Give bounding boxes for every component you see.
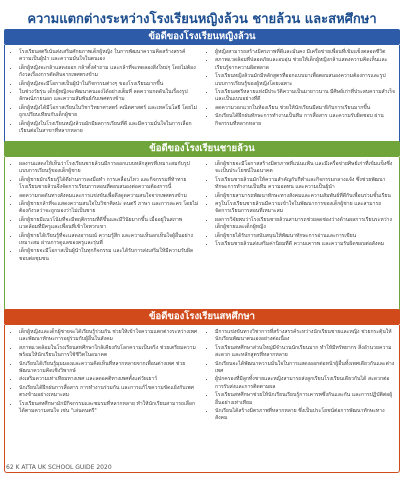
left-column	[9, 161, 199, 310]
list-item: • นักเรียนได้ฝึกฝนการสื่อสาร การทำงานร่วมกัน และการแก้ไขความขัดแย้งกับเพศตรงข้ามอย่างเหมาะสม	[19, 385, 199, 400]
list-item: • นักเรียนได้สร้างมิตรภาพที่หลากหลาย ซึ่งเป็นประโยชน์ต่อการพัฒนาทักษะทางสังคม	[215, 408, 395, 423]
left-column	[9, 329, 199, 468]
section-header: ข้อดีของโรงเรียนสหศึกษา	[4, 309, 400, 325]
list-item: • เด็กผู้หญิงจะมีโอกาสเป็นผู้นำในกิจกรรมต่างๆ ของโรงเรียนมากขึ้น	[19, 81, 199, 88]
section-body	[4, 45, 400, 153]
list-item: • นักเรียนได้เรียนรู้มุมมองและความคิดเห็นที่หลากหลายจากเพื่อนต่างเพศ ช่วยพัฒนาความคิดเชิงวิพากษ์	[19, 361, 199, 376]
list-item: • เด็กผู้หญิงและเด็กผู้ชายจะได้เรียนรู้ร่วมกัน ช่วยให้เข้าใจความแตกต่างระหว่างเพศ และพัฒนาทักษะการอยู่ร่วมกับผู้อื่นในสังคม	[19, 329, 199, 344]
list-item: • ครูในโรงเรียนชายล้วนมีความเข้าใจในพัฒนาการของเด็กผู้ชาย และสามารถจัดการเรียนการสอนที่เหมาะสม	[215, 201, 395, 216]
right-column	[205, 161, 395, 310]
list-item: • สภาพแวดล้อมที่ปลอดภัยและอบอุ่น ช่วยให้เด็กผู้หญิงกล้าแสดงความคิดเห็นและเรียนรู้จากความผิดพลาด	[215, 57, 395, 72]
list-item: • ผู้หญิงสามารถสร้างมิตรภาพที่ดีและมั่นคง มีเครือข่ายเพื่อนที่เข้มแข็งตลอดชีวิต	[215, 49, 395, 56]
section-header: ข้อดีของโรงเรียนหญิงล้วน	[4, 29, 400, 45]
section-coed-school	[4, 309, 400, 473]
list-item: • นักเรียนได้ฝึกฝนทักษะการทำงานเป็นทีม การสื่อสาร และความรับผิดชอบ ผ่านกิจกรรมที่หลากหลาย	[215, 113, 395, 128]
list-item: • เด็กผู้หญิงในโรงเรียนหญิงล้วนมักมีผลการเรียนที่ดี และมีความมั่นใจในการเลือกเรียนต่อในสาขาที่หลากหลาย	[19, 121, 199, 136]
list-item: • เด็กผู้ชายมักเรียนรู้ได้ดีผ่านการลงมือทำ การเคลื่อนไหว และกิจกรรมที่ท้าทาย โรงเรียนชายล้วนจึงจัดการเรียนการสอนที่ตอบสนองต่อความต้องการนี้	[19, 177, 199, 192]
list-item: • ลดความกดดันทางสังคมและการแข่งขันเพื่อดึงดูดความสนใจจากเพศตรงข้าม	[19, 193, 199, 200]
list-item: • นักเรียนจะได้พัฒนาความมั่นใจในการแสดงออกต่อหน้าผู้อื่นทั้งเพศเดียวกันและต่างเพศ	[215, 361, 395, 376]
list-item: • เด็กผู้ชายกล้าที่จะแสดงความสนใจในวิชาศิลปะ ดนตรี ภาษา และการละคร โดยไม่ต้องกังวลว่าจะถูกมองว่าไม่เป็นชาย	[19, 201, 199, 216]
section-body	[4, 325, 400, 473]
list-item: • เด็กผู้ชายมีแนวโน้มที่จะมีพฤติกรรมที่ดีขึ้นและมีวินัยมากขึ้น เมื่ออยู่ในสภาพแวดล้อมที่มีครูและเพื่อนที่เข้าใจพวกเขา	[19, 217, 199, 232]
list-item: • เด็กผู้ชายได้เรียนรู้ที่จะแสดงอารมณ์ ความรู้สึก และความเห็นอกเห็นใจผู้อื่นอย่างเหมาะสม ผ่านการดูแลของครูและรุ่นพี่	[19, 233, 199, 248]
list-item: • เด็กผู้ชายจะมีโอกาสสร้างมิตรภาพที่แน่นแฟ้น และมีเครือข่ายศิษย์เก่าที่เข้มแข็งซึ่งจะเป็นประโยชน์ในอนาคต	[215, 161, 395, 176]
list-item: • โรงเรียนสตรีเน้นส่งเสริมศักยภาพเด็กผู้หญิง ในการพัฒนาความคิดสร้างสรรค์ ความเป็นผู้นำ และความมั่นใจในตนเอง	[19, 49, 199, 64]
page-footer: 62 K ATTA UK SCHOOL GUIDE 2020	[6, 464, 112, 471]
list-item: • โรงเรียนสตรีหลายแห่งมีประวัติความเป็นมายาวนาน มีศิษย์เก่าที่ประสบความสำเร็จ และเป็นแบบอย่างที่ดี	[215, 89, 395, 104]
page-title: ความแตกต่างระหว่างโรงเรียนหญิงล้วน ชายล้วน และสหศึกษา	[27, 12, 377, 27]
list-item: • โรงเรียนหญิงล้วนมักมีหลักสูตรที่ออกแบบมาเพื่อตอบสนองความต้องการและรูปแบบการเรียนรู้ของผู้หญิงโดยเฉพาะ	[215, 73, 395, 88]
section-boys-school	[4, 141, 400, 315]
list-item: • เด็กผู้หญิงได้มีโอกาสเรียนในวิชาวิทยาศาสตร์ คณิตศาสตร์ และเทคโนโลยี โดยไม่ถูกเปรียบเทียบกับเด็กผู้ชาย	[19, 105, 199, 120]
left-column	[9, 49, 199, 148]
list-item: • สภาพแวดล้อมในโรงเรียนสหศึกษาใกล้เคียงกับโลกความเป็นจริง ช่วยเตรียมความพร้อมให้นักเรียนในการใช้ชีวิตในอนาคต	[19, 345, 199, 360]
list-item: • ผู้ปกครองที่มีลูกทั้งชายและหญิงสามารถส่งลูกเรียนโรงเรียนเดียวกันได้ สะดวกต่อการรับส่งและการติดตามผล	[215, 376, 395, 391]
section-header: ข้อดีของโรงเรียนชายล้วน	[4, 141, 400, 157]
list-item: • เด็กผู้ชายจะมีโอกาสเป็นผู้นำในทุกกิจกรรม และได้รับการส่งเสริมให้มีความรับผิดชอบต่อชุมชน	[19, 248, 199, 263]
list-item: • โรงเรียนสหศึกษาส่วนใหญ่มีจำนวนนักเรียนมาก ทำให้มีทรัพยากร สิ่งอำนวยความสะดวก และหลักสูตรที่หลากหลาย	[215, 345, 395, 360]
list-item: • มีการแข่งขันทางวิชาการที่สร้างสรรค์ระหว่างนักเรียนชายและหญิง ช่วยกระตุ้นให้นักเรียนพัฒนาตนเองอย่างต่อเนื่อง	[215, 329, 395, 344]
list-item: • โรงเรียนสหศึกษาช่วยให้นักเรียนเรียนรู้การเคารพซึ่งกันและกัน และการปฏิบัติต่อผู้อื่นอย่างเท่าเทียม	[215, 392, 395, 407]
section-body	[4, 157, 400, 315]
list-item: • โรงเรียนสหศึกษามักมีกิจกรรมและชมรมที่หลากหลาย ทำให้นักเรียนสามารถเลือกได้ตามความสนใจ เช่น "เล่นดนตรี"	[19, 401, 199, 416]
list-item: • ผลการวิจัยพบว่าโรงเรียนชายล้วนสามารถช่วยลดช่องว่างด้านผลการเรียนระหว่างเด็กผู้ชายและเด็กผู้หญิง	[215, 217, 395, 232]
list-item: • ในช่วงวัยรุ่น เด็กผู้หญิงจะพัฒนาตนเองได้อย่างเต็มที่ ลดความกดดันในเรื่องรูปลักษณ์ภายนอก และความสัมพันธ์กับเพศตรงข้าม	[19, 89, 199, 104]
section-girls-school	[4, 29, 400, 153]
list-item: • โรงเรียนชายล้วนส่งเสริมค่านิยมที่ดี ความเคารพ และความรับผิดชอบต่อสังคม	[215, 241, 395, 248]
list-item: • ส่งเสริมความเท่าเทียมทางเพศ และลดอคติทางเพศตั้งแต่วัยเยาว์	[19, 376, 199, 383]
list-item: • เด็กผู้ชายได้รับการสนับสนุนให้พัฒนาทักษะการอ่านและการเขียน	[215, 233, 395, 240]
list-item: • เด็กผู้ชายสามารถพัฒนาทักษะทางสังคมและความสัมพันธ์ที่ดีกับเพื่อนร่วมชั้นเรียน	[215, 193, 395, 200]
list-item: • เด็กผู้หญิงจะกล้าแสดงออก กล้าตั้งคำถาม และกล้าที่จะทดลองสิ่งใหม่ๆ โดยไม่ต้องกังวลเรื่องการตัดสินจากเพศตรงข้าม	[19, 65, 199, 80]
list-item: • โรงเรียนชายล้วนมักให้ความสำคัญกับกีฬาและกิจกรรมกลางแจ้ง ซึ่งช่วยพัฒนาทักษะการทำงานเป็นทีม ความอดทน และความเป็นผู้นำ	[215, 177, 395, 192]
list-item: • ลดความวอกแวกในห้องเรียน ช่วยให้นักเรียนมีสมาธิกับการเรียนมากขึ้น	[215, 105, 395, 112]
right-column	[205, 49, 395, 148]
list-item: • ผลงานแสดงให้เห็นว่าโรงเรียนชายล้วนมีการออกแบบหลักสูตรที่เหมาะสมกับรูปแบบการเรียนรู้ของเด็กผู้ชาย	[19, 161, 199, 176]
right-column	[205, 329, 395, 468]
